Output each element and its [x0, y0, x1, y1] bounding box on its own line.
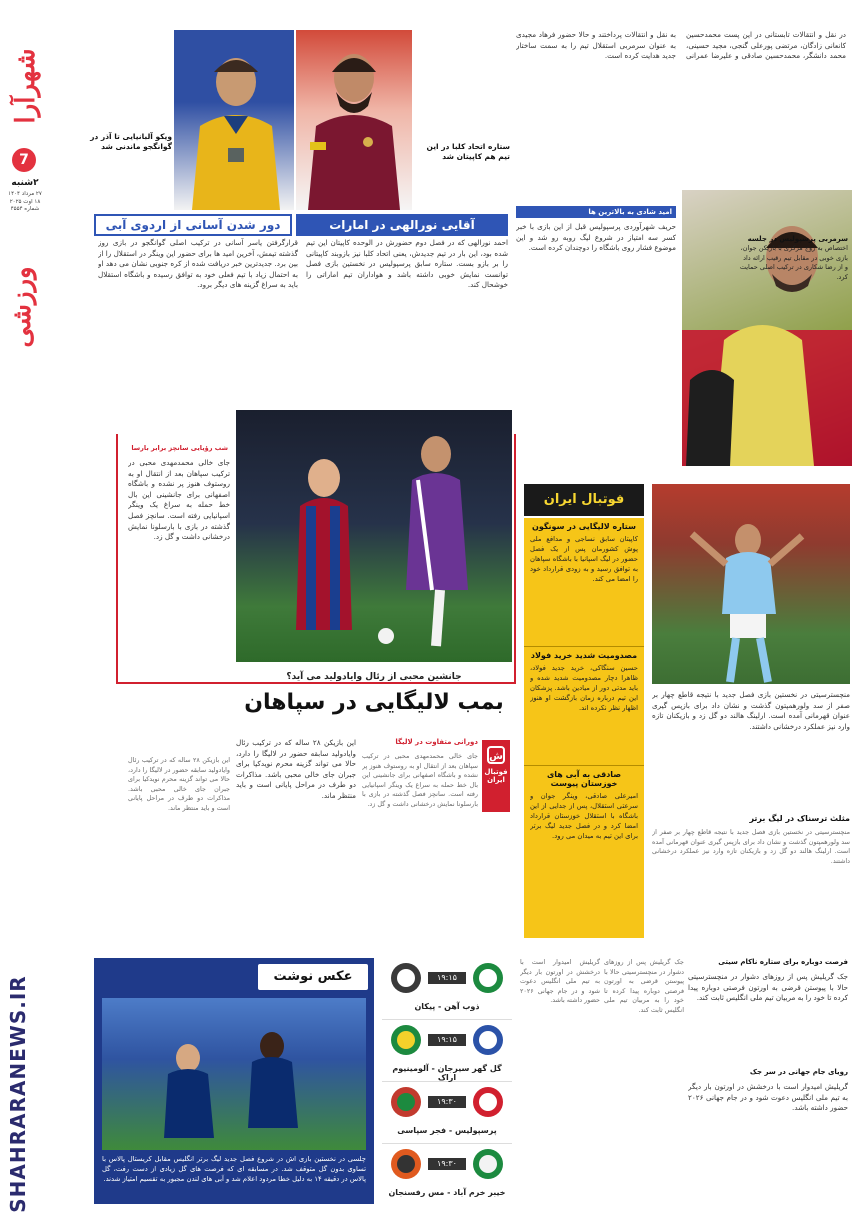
sidebar-photo	[682, 190, 852, 466]
bottom-body-1: جک گریلیش پس از روزهای دشوار در منچسترسیتی حالا با پیوستن قرضی به اورتون فرصتی دوباره پیدا کرده تا خود را به مربیان تیم ملی انگلیس ثابت کند.	[688, 972, 848, 1003]
main-left-body: جای خالی محمدمهدی محبی در ترکیب سپاهان بعد از انتقال او به روستوف هنوز پر نشده و باشگاه اصفهانی برای جانشینی این بال خط حمله به سراغ یک وینگر اسپانیایی رفته است. سانچز فصل گذشته در بازی با بارسلونا نمایش درخشانی داشت و گل زد.	[128, 458, 230, 542]
bottom-left-col: گریلیش امیدوار است با درخشش در اورتون بار دیگر به تیم ملی انگلیس دعوت شود و در جام جهانی ۲۰۲۶ حضور داشته باشد.	[520, 958, 600, 1005]
top-story	[90, 8, 510, 230]
page-number-badge	[12, 148, 36, 172]
logo	[6, 40, 46, 140]
right-caption: ستاره اتحاد کلبا در این تیم هم کاپیتان شد	[426, 142, 510, 161]
fixture-teams: پرسپولیس - فجر سپاسی	[397, 1126, 497, 1135]
sidebar-photo-caption-head: سرمربی پرسپولیس در جلسه	[747, 235, 848, 243]
player-yellow-illustration	[174, 30, 294, 210]
celebrating-player-illustration	[652, 484, 850, 684]
date-line: ۲۷ مرداد ۱۴۰۴	[8, 191, 42, 197]
bottom-title-2: رویای جام جهانی در سر جک	[749, 1068, 848, 1076]
snapshot	[94, 958, 374, 1204]
news-item-body: حسین سنگاکی، خرید جدید فولاد، ظاهرا دچار مصدومیت شدید شده و باید مدتی دور از میادین باشد. پزشکان این تیم درباره زمان بازگشت او هنوز اظهار نظر نکرده اند.	[530, 664, 638, 712]
news-item-body: امیرعلی صادقی، وینگر جوان و سرعتی استقلال، پس از جدایی از این باشگاه با استقلال خوزستان قرارداد امضا کرد و در فصل جدید لیگ برتر برای این تیم به میدان می رود.	[530, 792, 638, 840]
news-item-title: ستاره لالیگایی در سونگون	[532, 522, 636, 531]
city-title: مثلث ترسناک در لیگ برتر	[749, 814, 850, 823]
fixture-time: ۱۹:۳۰	[428, 1096, 466, 1108]
fixture-time: ۱۹:۳۰	[428, 1158, 466, 1170]
date-line: شماره ۴۵۵۴	[10, 206, 40, 212]
page-number: 7	[19, 152, 29, 168]
sidebar-subhead: امید شادی به بالاترین ها	[516, 206, 676, 218]
news-item	[524, 646, 644, 765]
left-photo	[174, 30, 294, 210]
svg-text:ش: ش	[489, 751, 503, 762]
logo-sub: ورزشی	[7, 266, 37, 348]
news-item-title: مصدومیت شدید خرید فولاد	[530, 651, 638, 660]
bottom-mid-col: جک گریلیش پس از روزهای دشوار در منچسترسیتی حالا با پیوستن قرضی به اورتون فرصتی دوباره پیدا کرده تا خود را به مربیان تیم ملی انگلیس ثابت کند.	[604, 958, 684, 1014]
main-body-col-2: جای خالی محمدمهدی محبی در ترکیب سپاهان بعد از انتقال او به روستوف هنوز پر نشده و باشگاه اصفهانی برای جانشینی این بال خط حمله به سراغ یک وینگر اسپانیایی رفته است. سانچز فصل گذشته در بازی با بارسلونا نمایش درخشانی داشت و گل زد.	[362, 752, 478, 808]
badge-icon	[487, 746, 505, 764]
sidebar-photo-caption	[738, 234, 848, 282]
iran-football-column	[524, 518, 644, 938]
fixture-row	[382, 958, 512, 1020]
masthead-strip	[0, 0, 70, 1220]
snapshot-photo	[102, 998, 366, 1150]
top-right-paragraph: احمد نورالهی که در فصل دوم حضورش در الوحده کاپیتان این تیم شده بود، این بار در تیم جدیدش، یعنی اتحاد کلبا نیز بازوبند کاپیتانی را بر بازو بست. ستاره سابق پرسپولیس در نخستین بازی فصل توانست نمایش خوبی داشته باشد و هواداران تیم اماراتی را خوشحال کند.	[306, 238, 508, 290]
coach-illustration	[682, 190, 852, 466]
date-block	[4, 191, 46, 214]
weekday: ۲شنبه	[11, 178, 39, 188]
city-body-2: منچسترسیتی در نخستین بازی فصل جدید با نتیجه قاطع چهار بر صفر از سد ولورهمپتون گذشت و نشان داد برای بازپس گیری عنوان قهرمانی آمده است. ارلینگ هالند دو گل زد و بازیکنان تازه وارد نیز عملکرد درخشانی داشتند.	[652, 828, 850, 865]
snapshot-header	[258, 964, 368, 990]
fixture-time: ۱۹:۱۵	[428, 972, 466, 984]
fixture-teams: خیبر خرم آباد - مس رفسنجان	[388, 1188, 506, 1197]
main-headline: بمب لالیگایی در سپاهان	[244, 690, 504, 715]
top-left-paragraph: قرارگرفتن یاسر آسانی در ترکیب اصلی گوانگجو در بازی روز گذشته تیمش، آخرین امید ها برای حضور این وینگر در استقلال را از بین برد. جدیدترین خبر دریافت شده از کره جنوبی نشان می دهد او به احتمال زیاد با تیم فعلی خود به توافق رسیده و باشگاه استقلال باید به سراغ گزینه های دیگر برود.	[98, 238, 298, 290]
fixture-teams: ذوب آهن - پیکان	[414, 1002, 480, 1011]
fixtures	[382, 958, 512, 1204]
main-subhead: دورانی متفاوت در لالیگا	[395, 738, 478, 746]
soccer-action-illustration	[236, 410, 512, 662]
main-feature-badge	[482, 740, 510, 812]
fixture-row	[382, 1144, 512, 1204]
main-body-col-1: این بازیکن ۲۸ ساله که در ترکیب رئال وایادولید سابقه حضور در لالیگا را دارد، حالا می تواند گزینه محرم نویدکیا برای جبران جای خالی محبی باشد. مذاکرات دو طرف در مراحل پایانی است و باید منتظر ماند.	[236, 738, 356, 800]
right-headline: آقایی نورالهی در امارات	[296, 214, 508, 236]
fixture-teams: گل گهر سیرجان - آلومینیوم اراک	[392, 1064, 502, 1082]
snapshot-title: عکس نوشت	[273, 969, 353, 984]
player-maroon-illustration	[296, 30, 412, 210]
chelsea-players-illustration	[102, 998, 366, 1150]
news-item-body: کاپیتان سابق نساجی و مدافع ملی پوش کشورمان پس از یک فصل حضور در لیگ اسپانیا با باشگاه سپاهان به توافق رسید و به زودی قرارداد خود را امضا می کند.	[530, 535, 638, 583]
main-left-lower: این بازیکن ۲۸ ساله که در ترکیب رئال وایادولید سابقه حضور در لالیگا را دارد، حالا می تواند گزینه محرم نویدکیا برای جبران جای خالی محبی باشد. مذاکرات دو طرف در مراحل پایانی است و باید منتظر ماند.	[128, 756, 230, 812]
sidebar-paragraph-2: حریف شهرآوردی پرسپولیس قبل از این بازی با خبر کسر سه امتیاز در شروع لیگ روبه رو شد و این موضوع فشار روی باشگاه را دوچندان کرده است.	[516, 222, 676, 253]
city-photo	[652, 484, 850, 684]
sidebar-paragraph-1: در نقل و انتقالات تابستانی در این پست محمدحسین کانعانی زادگان، مرتضی پورعلی گنجی، مجید حسینی، محمد دانشگر، محمدحسین صادقی و علیرضا عمرانی به نقل و انتقالات پرداختند و حالا حضور فرهاد مجیدی به عنوان سرمربی استقلال تیم را به سمت ساختار جدید هدایت کرده است.	[516, 30, 846, 61]
sidebar-photo-caption-body: اختصاص به زوج مرکزی با بازیکن جوان، بازی خوبی در مقابل تیم رقیب ارائه داد و از رضا شکاری در ترکیب اصلی حمایت کرد.	[739, 244, 848, 281]
right-photo	[296, 30, 412, 210]
main-caption-label: شب رؤیایی سانچز برابر بارسا	[131, 444, 228, 452]
main-badge-text: فوتبال ایران	[484, 768, 508, 784]
iran-football-banner-text: فوتبال ایران	[543, 492, 625, 507]
news-item	[524, 765, 644, 895]
left-caption: ویکو آلبانیایی تا آذر در گوانگجو ماندنی شد	[90, 132, 172, 151]
main-feature-photo	[236, 410, 512, 662]
logo-text: شهرآرا	[11, 48, 41, 124]
fixture-row	[382, 1082, 512, 1144]
bottom-title-1: فرصت دوباره برای ستاره ناکام سیتی	[718, 958, 848, 966]
iran-football-banner	[524, 484, 644, 516]
news-item-title: صادقی به آبی های خوزستان پیوست	[546, 770, 622, 788]
fixture-time: ۱۹:۱۵	[428, 1034, 466, 1046]
date-line: ۱۸ اوت ۲۰۲۵	[9, 198, 41, 205]
city-body: منچسترسیتی در نخستین بازی فصل جدید با نتیجه قاطع چهار بر صفر از سد ولورهمپتون گذشت و نشان داد برای بازپس گیری عنوان قهرمانی آمده است. ارلینگ هالند دو گل زد و بازیکنان تازه وارد نیز عملکرد درخشانی داشتند.	[652, 690, 850, 731]
fixture-row	[382, 1020, 512, 1082]
news-item	[524, 518, 644, 646]
left-headline: دور شدن آسانی از اردوی آبی	[94, 214, 292, 236]
website[interactable]: SHAHRARANEWS.IR	[6, 975, 30, 1213]
bottom-body-2: گریلیش امیدوار است با درخشش در اورتون بار دیگر به تیم ملی انگلیس دعوت شود و در جام جهانی ۲۰۲۶ حضور داشته باشد.	[688, 1082, 848, 1113]
snapshot-caption: چلسی در نخستین بازی اش در شروع فصل جدید لیگ برتر انگلیس مقابل کریستال پالاس با تساوی بدون گل متوقف شد. در مسابقه ای که فرصت های گل زیادی از دست رفت، گل پالاس در دقیقه ۱۴ به دلیل خطا مردود اعلام شد و آبی های لندن مجبور به تقسیم امتیاز شدند.	[102, 1155, 366, 1183]
main-kicker: جانشین محبی از رئال وایادولید می آید؟	[286, 672, 462, 682]
